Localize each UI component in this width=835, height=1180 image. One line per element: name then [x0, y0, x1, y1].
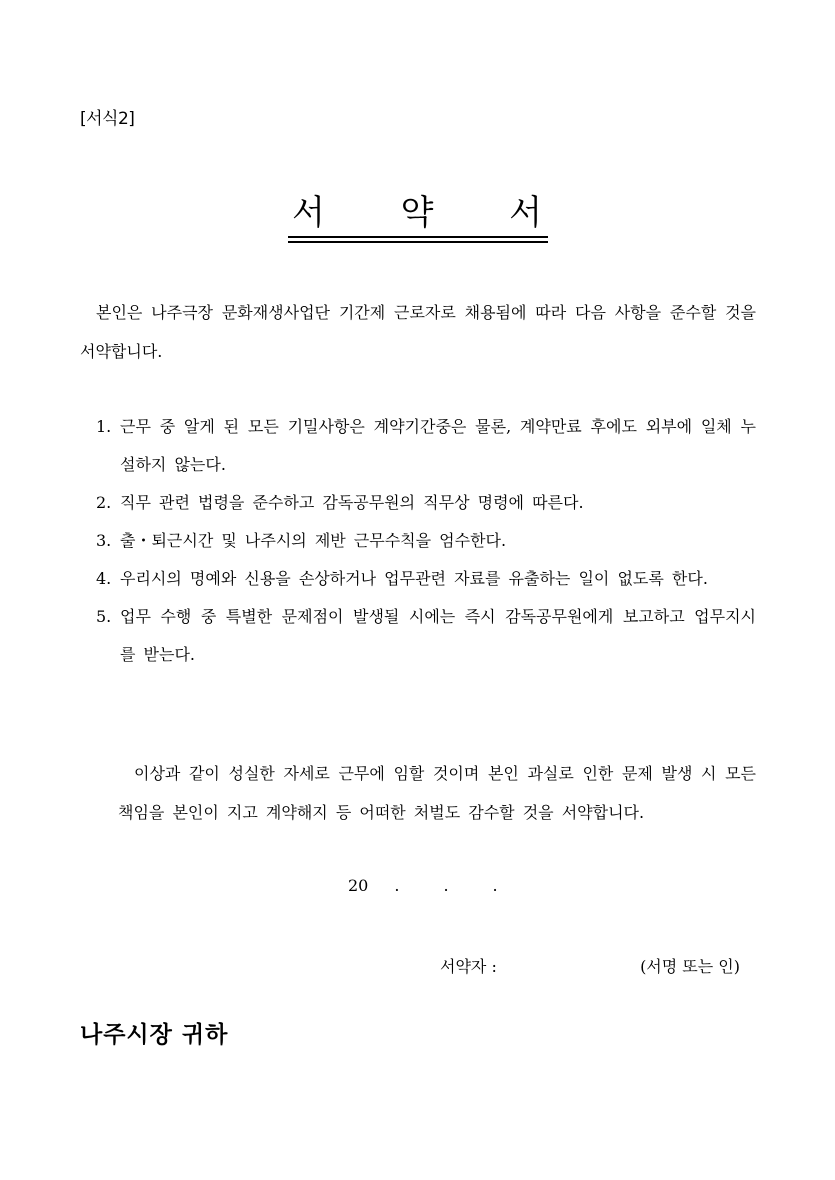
pledge-list [96, 408, 756, 674]
signer-label: 서약자 : [440, 957, 497, 976]
form-number-label: [서식2] [80, 109, 135, 129]
list-item [96, 522, 756, 560]
title-char-3: 서 [509, 193, 542, 233]
date-separator-year: . [394, 876, 400, 895]
date-separator-month: . [443, 876, 449, 895]
title-underline-bottom [288, 241, 548, 243]
date-year-prefix: 20 [348, 876, 369, 895]
intro-paragraph: 본인은 나주극장 문화재생사업단 기간제 근로자로 채용됨에 따라 다음 사항을 준수할 것을 서약합니다. [80, 303, 756, 361]
list-item-number: 2. [96, 493, 112, 512]
list-item [96, 598, 756, 674]
signature-note: (서명 또는 인) [640, 957, 740, 976]
list-item-text: 직무 관련 법령을 준수하고 감독공무원의 직무상 명령에 따른다. [120, 493, 584, 512]
list-item-text: 우리시의 명예와 신용을 손상하거나 업무관련 자료를 유출하는 일이 없도록 한다. [120, 569, 708, 588]
list-item-text: 업무 수행 중 특별한 문제점이 발생될 시에는 즉시 감독공무원에게 보고하고 업무지시를 받는다. [120, 607, 756, 664]
list-item-text: 근무 중 알게 된 모든 기밀사항은 계약기간중은 물론, 계약만료 후에도 외부에 일체 누설하지 않는다. [120, 417, 756, 474]
list-item [96, 408, 756, 484]
title-underline-top [288, 236, 548, 238]
list-item-number: 4. [96, 569, 112, 588]
list-item-number: 3. [96, 531, 112, 550]
title-char-1: 서 [292, 193, 325, 233]
date-separator-day: . [492, 876, 498, 895]
list-item-number: 5. [96, 607, 112, 626]
signature-space [497, 954, 640, 977]
date-line [348, 876, 498, 895]
title-char-2: 약 [400, 193, 434, 233]
list-item-text: 출・퇴근시간 및 나주시의 제반 근무수칙을 엄수한다. [120, 531, 507, 550]
signer-line [440, 954, 740, 977]
closing-paragraph: 이상과 같이 성실한 자세로 근무에 임할 것이며 본인 과실로 인한 문제 발생 시 모든 책임을 본인이 지고 계약해지 등 어떠한 처벌도 감수할 것을 서약합니다. [118, 764, 756, 822]
list-item [96, 484, 756, 522]
document-title [288, 190, 548, 243]
addressee: 나주시장 귀하 [80, 1022, 229, 1048]
list-item-number: 1. [96, 417, 112, 436]
list-item [96, 560, 756, 598]
